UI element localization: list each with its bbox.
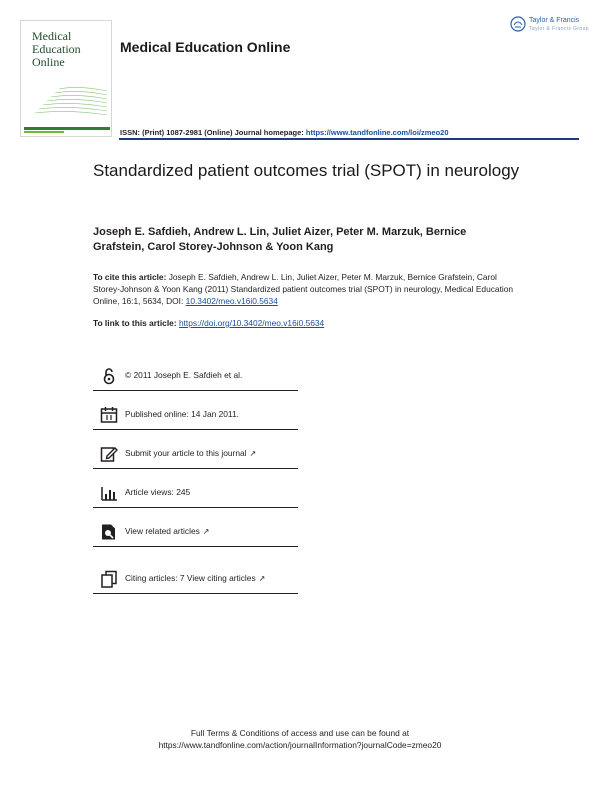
- article-title: Standardized patient outcomes trial (SPOT) in neurology: [93, 161, 520, 180]
- search-document-icon: [99, 522, 119, 542]
- header-rule: [119, 138, 579, 140]
- cover-bar-accent: [24, 131, 64, 133]
- edit-icon: [99, 444, 119, 464]
- copy-documents-icon: [99, 569, 119, 589]
- publisher-logo-subtext: Taylor & Francis Group: [529, 26, 589, 32]
- publisher-logo-icon: [510, 16, 526, 32]
- calendar-icon: [99, 405, 119, 425]
- open-access-lock-icon: [99, 366, 119, 386]
- cover-bar: [24, 127, 110, 130]
- citation-text: Joseph E. Safdieh, Andrew L. Lin, Juliet Aizer, Peter M. Marzuk, Bernice Grafstein, Carol Storey-Johnson & Yoon Kang (2011) Standardized patient outcomes trial (SPOT) in neurology, Medical Education Online, 16:1, 5634, DOI:: [93, 272, 514, 306]
- related-articles-label: View related articles: [125, 526, 200, 536]
- issn-line: [120, 128, 449, 137]
- journal-name: Medical Education Online: [120, 39, 291, 55]
- cover-title: Medical Education Online: [32, 29, 81, 69]
- issn-text: ISSN: (Print) 1087-2981 (Online) Journal homepage:: [120, 128, 306, 137]
- footer-terms-link[interactable]: https://www.tandfonline.com/action/journalInformation?journalCode=zmeo20: [158, 740, 442, 750]
- link-label: To link to this article:: [93, 318, 179, 328]
- related-articles-row[interactable]: [93, 516, 298, 547]
- publisher-logo[interactable]: [510, 15, 589, 39]
- citation-block: [93, 271, 518, 307]
- article-views-text: Article views: 245: [125, 487, 191, 497]
- article-authors: Joseph E. Safdieh, Andrew L. Lin, Juliet Aizer, Peter M. Marzuk, Bernice Grafstein, Carol Storey-Johnson & Yoon Kang: [93, 226, 467, 253]
- copyright-row: [93, 360, 298, 391]
- journal-cover[interactable]: [20, 20, 112, 137]
- citing-articles-label: Citing articles: 7 View citing articles: [125, 573, 256, 583]
- publisher-logo-text: Taylor & Francis: [529, 17, 580, 24]
- bar-chart-icon: [99, 483, 119, 503]
- copyright-text: © 2011 Joseph E. Safdieh et al.: [125, 370, 243, 380]
- article-doi-url[interactable]: https://doi.org/10.3402/meo.v16i0.5634: [178, 318, 325, 328]
- citing-articles-row[interactable]: [93, 563, 298, 594]
- citation-label: To cite this article:: [93, 272, 169, 282]
- external-link-icon: ↗︎: [249, 449, 257, 458]
- submit-article-link[interactable]: [125, 448, 256, 458]
- footer: [0, 727, 600, 751]
- citation-doi-link[interactable]: 10.3402/meo.v16i0.5634: [185, 296, 278, 306]
- citing-articles-link[interactable]: [125, 573, 265, 583]
- journal-homepage-link[interactable]: https://www.tandfonline.com/loi/zmeo20: [305, 128, 449, 137]
- cover-graphic: [29, 81, 109, 121]
- published-row: [93, 399, 298, 430]
- footer-terms-text: Full Terms & Conditions of access and use can be found at: [190, 728, 410, 738]
- article-views-row: [93, 477, 298, 508]
- external-link-icon: ↗︎: [202, 527, 210, 536]
- submit-article-label: Submit your article to this journal: [125, 448, 247, 458]
- external-link-icon: ↗︎: [258, 574, 266, 583]
- related-articles-link[interactable]: [125, 526, 210, 536]
- published-date-text: Published online: 14 Jan 2011.: [125, 409, 239, 419]
- submit-article-row[interactable]: [93, 438, 298, 469]
- article-link-line: [93, 317, 518, 329]
